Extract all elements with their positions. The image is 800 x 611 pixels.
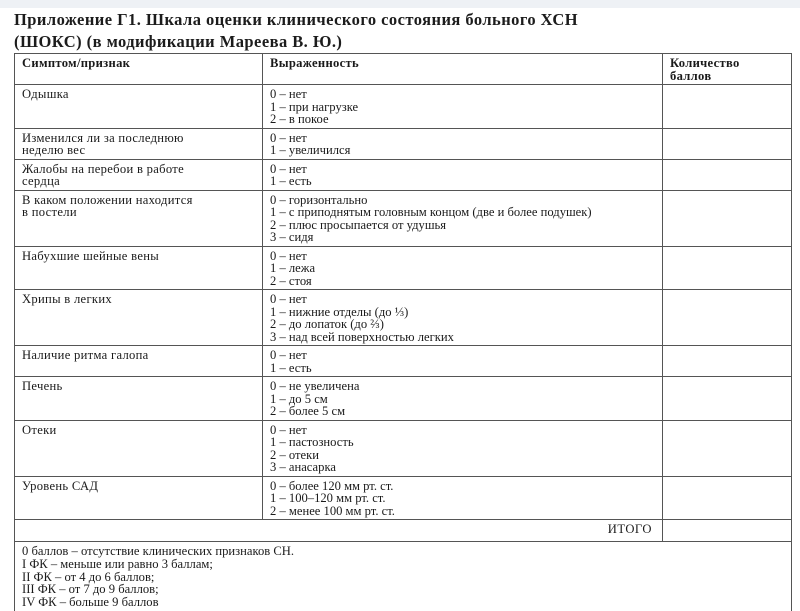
severity-option: 0 – нет [270, 248, 307, 263]
severity-option: 1 – 100–120 мм рт. ст. [270, 491, 386, 505]
symptom-cell: Наличие ритма галопа [15, 346, 263, 377]
severity-option: 1 – с приподнятым головным концом (две и более подушек) [270, 205, 592, 219]
table-row [15, 476, 792, 520]
severity-option: 2 – до лопаток (до ⅔) [270, 317, 384, 331]
header-severity: Выраженность [263, 54, 663, 85]
severity-option: 0 – не увеличена [270, 379, 360, 393]
severity-option: 0 – нет [270, 422, 307, 437]
severity-cell [263, 85, 663, 129]
table-row [15, 420, 792, 476]
severity-option: 2 – в покое [270, 112, 329, 126]
table-row [15, 290, 792, 346]
severity-option: 2 – менее 100 мм рт. ст. [270, 503, 395, 518]
severity-cell [263, 476, 663, 520]
score-cell[interactable] [663, 190, 792, 246]
score-cell[interactable] [663, 377, 792, 421]
severity-option: 0 – нет [270, 348, 307, 362]
severity-option: 2 – плюс просыпается от удушья [270, 217, 447, 232]
interpretation-cell [15, 542, 792, 611]
symptom-cell: В каком положении находится в постели [15, 190, 263, 246]
symptom-cell: Набухшие шейные вены [15, 246, 263, 290]
header-score: Количество баллов [663, 54, 792, 85]
interpretation-line: IV ФК – больше 9 баллов [22, 595, 159, 610]
table-row [15, 128, 792, 159]
severity-cell [263, 190, 663, 246]
total-score-cell[interactable] [663, 520, 792, 542]
symptom-cell: Отеки [15, 420, 263, 476]
score-cell[interactable] [663, 290, 792, 346]
severity-cell [263, 290, 663, 346]
title-line-2: (ШОКС) (в модификации Мареева В. Ю.) [14, 32, 343, 51]
severity-option: 1 – до 5 см [270, 391, 328, 406]
severity-option: 1 – при нагрузке [270, 99, 359, 114]
severity-option: 0 – нет [270, 161, 307, 176]
total-label: ИТОГО [15, 520, 663, 542]
table-row [15, 246, 792, 290]
severity-option: 1 – увеличился [270, 143, 351, 157]
severity-option: 0 – нет [270, 292, 307, 306]
table-body [15, 85, 792, 520]
severity-cell [263, 377, 663, 421]
severity-option: 2 – более 5 см [270, 404, 346, 418]
score-cell[interactable] [663, 346, 792, 377]
severity-cell [263, 159, 663, 190]
severity-option: 2 – отеки [270, 447, 319, 462]
symptom-cell: Жалобы на перебои в работе сердца [15, 159, 263, 190]
total-row [15, 520, 792, 542]
interpretation-line: I ФК – меньше или равно 3 баллам; [22, 556, 213, 571]
page-title [14, 9, 794, 53]
severity-option: 1 – лежа [270, 261, 316, 275]
severity-cell [263, 346, 663, 377]
interpretation-row [15, 542, 792, 611]
score-cell[interactable] [663, 128, 792, 159]
score-cell[interactable] [663, 246, 792, 290]
score-cell[interactable] [663, 159, 792, 190]
severity-option: 3 – анасарка [270, 460, 336, 474]
severity-cell [263, 128, 663, 159]
severity-option: 1 – пастозность [270, 435, 354, 449]
severity-option: 1 – нижние отделы (до ⅓) [270, 304, 409, 319]
shoks-scale-table [14, 53, 792, 611]
symptom-cell: Уровень САД [15, 476, 263, 520]
symptom-cell: Печень [15, 377, 263, 421]
table-row [15, 159, 792, 190]
table-row [15, 346, 792, 377]
title-line-1: Приложение Г1. Шкала оценки клинического состояния больного ХСН [14, 10, 579, 29]
top-strip [0, 0, 800, 8]
symptom-cell: Одышка [15, 85, 263, 129]
table-header-row [15, 54, 792, 85]
severity-option: 3 – сидя [270, 230, 314, 244]
interpretation-line: 0 баллов – отсутствие клинических признаков СН. [22, 544, 294, 558]
symptom-cell: Хрипы в легких [15, 290, 263, 346]
table-row [15, 190, 792, 246]
table-row [15, 85, 792, 129]
score-cell[interactable] [663, 85, 792, 129]
severity-option: 0 – более 120 мм рт. ст. [270, 478, 394, 493]
severity-option: 2 – стоя [270, 273, 312, 288]
severity-option: 3 – над всей поверхностью легких [270, 329, 454, 344]
score-cell[interactable] [663, 476, 792, 520]
severity-option: 0 – нет [270, 87, 307, 101]
severity-cell [263, 246, 663, 290]
interpretation-line: II ФК – от 4 до 6 баллов; [22, 569, 155, 584]
severity-option: 0 – горизонтально [270, 192, 368, 207]
header-symptom: Симптом/признак [15, 54, 263, 85]
severity-option: 1 – есть [270, 174, 312, 188]
severity-cell [263, 420, 663, 476]
table-row [15, 377, 792, 421]
severity-option: 1 – есть [270, 360, 312, 375]
severity-option: 0 – нет [270, 130, 307, 145]
symptom-cell: Изменился ли за последнюю неделю вес [15, 128, 263, 159]
score-cell[interactable] [663, 420, 792, 476]
interpretation-line: III ФК – от 7 до 9 баллов; [22, 582, 159, 597]
